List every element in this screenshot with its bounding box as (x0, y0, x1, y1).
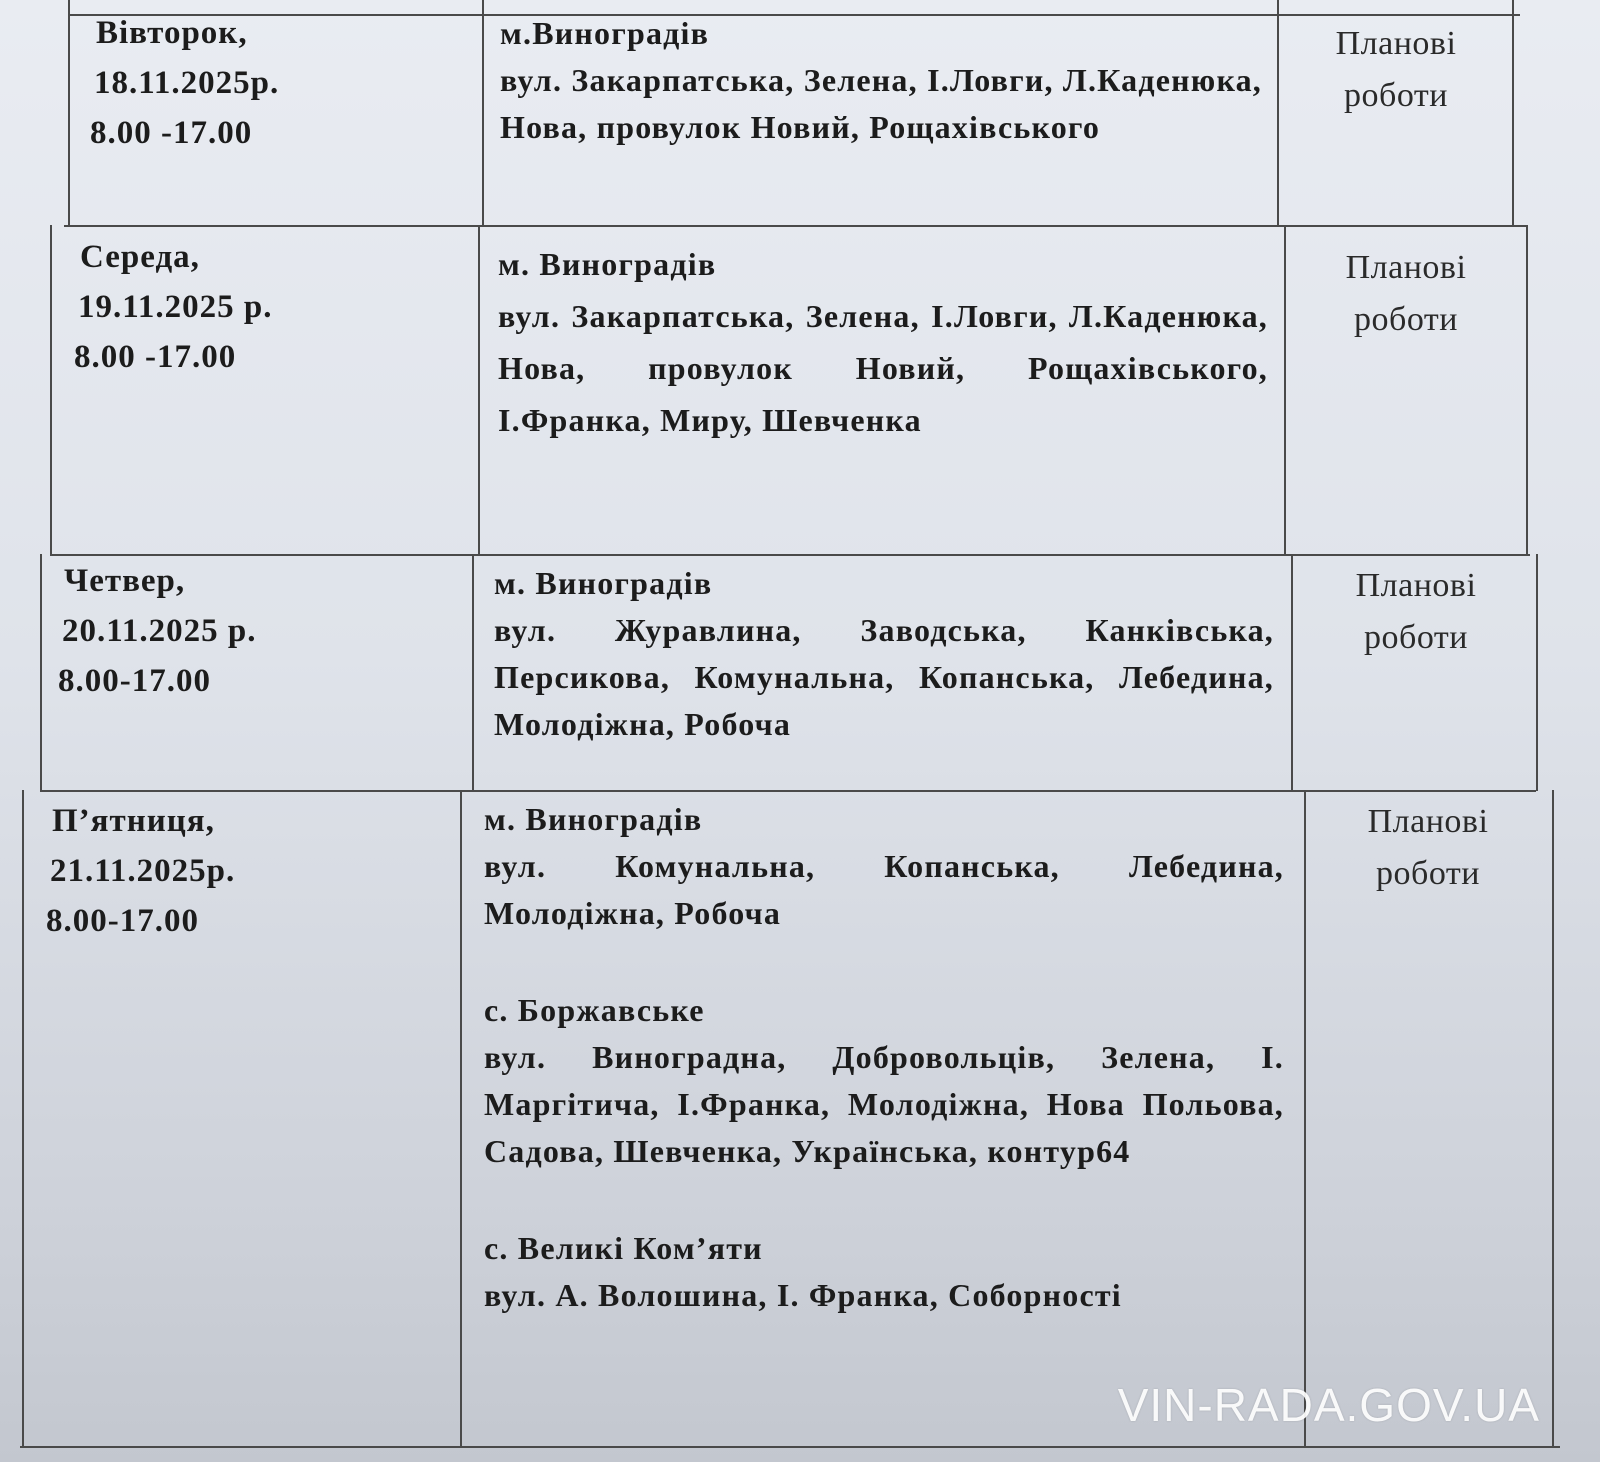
weekday: Четвер, (64, 563, 186, 599)
status-line: роботи (1364, 619, 1468, 656)
row-divider (64, 225, 1526, 227)
date: 20.11.2025 р. (62, 613, 257, 649)
street-list: вул. Закарпатська, Зелена, І.Ловги, Л.Каденюка, Нова, провулок Новий, Рощахівського, І.Франка, Миру, Шевченка (498, 298, 1268, 438)
table-right-border (1526, 225, 1528, 555)
street-list: вул. Комунальна, Копанська, Лебедина, Молодіжна, Робоча (484, 848, 1284, 931)
address-cell (494, 560, 1274, 748)
weekday: Вівторок, (96, 15, 248, 51)
address-cell (484, 796, 1284, 1319)
locality: м. Виноградів (484, 801, 703, 837)
street-list: вул. Виноградна, Добровольців, Зелена, І. Маргітича, І.Франка, Молодіжна, Нова Польова, Садова, Шевченка, Українська, контур64 (484, 1039, 1284, 1169)
status-line: роботи (1344, 77, 1448, 114)
status-cell (1280, 18, 1512, 122)
street-list: вул. Закарпатська, Зелена, І.Ловги, Л.Каденюка, Нова, провулок Новий, Рощахівського (500, 62, 1262, 145)
column-divider (1284, 225, 1286, 555)
locality: м.Виноградів (500, 15, 710, 51)
column-divider (472, 554, 474, 791)
status-cell (1304, 796, 1552, 900)
locality: с. Великі Ком’яти (484, 1230, 763, 1266)
date-cell (90, 8, 470, 158)
time-range: 8.00-17.00 (46, 903, 199, 939)
address-cell (498, 238, 1268, 446)
table-left-border (40, 554, 42, 791)
column-divider (1291, 554, 1293, 791)
status-line: Планові (1355, 567, 1477, 604)
status-line: Планові (1345, 249, 1467, 286)
locality: м. Виноградів (494, 565, 713, 601)
site-watermark: VIN-RADA.GOV.UA (1117, 1379, 1540, 1431)
street-list: вул. Журавлина, Заводська, Канківська, Персикова, Комунальна, Копанська, Лебедина, Молодіжна, Робоча (494, 612, 1274, 742)
weekday: П’ятниця, (52, 803, 215, 839)
table-right-border (1536, 554, 1538, 791)
date-cell (58, 556, 468, 706)
date: 19.11.2025 р. (78, 289, 273, 325)
table-right-border (1512, 0, 1514, 226)
row-divider (40, 790, 1536, 792)
status-cell (1296, 560, 1536, 664)
column-divider (478, 225, 480, 555)
time-range: 8.00 -17.00 (90, 115, 253, 151)
date: 18.11.2025р. (94, 65, 280, 101)
column-divider (1277, 0, 1279, 226)
status-cell (1288, 242, 1524, 346)
time-range: 8.00-17.00 (58, 663, 211, 699)
row-divider (20, 1446, 1560, 1448)
column-divider (482, 0, 484, 226)
locality: м. Виноградів (498, 246, 717, 282)
street-list: вул. А. Волошина, І. Франка, Соборності (484, 1277, 1122, 1313)
weekday: Середа, (80, 239, 200, 275)
status-line: роботи (1376, 855, 1480, 892)
table-left-border (22, 790, 24, 1447)
status-line: Планові (1335, 25, 1457, 62)
column-divider (460, 790, 462, 1447)
locality: с. Боржавське (484, 992, 705, 1028)
date: 21.11.2025р. (50, 853, 236, 889)
table-left-border (50, 225, 52, 555)
time-range: 8.00 -17.00 (74, 339, 237, 375)
address-cell (500, 10, 1262, 151)
table-left-border (68, 0, 70, 226)
date-cell (46, 796, 456, 946)
status-line: роботи (1354, 301, 1458, 338)
table-right-border (1552, 790, 1554, 1447)
status-line: Планові (1367, 803, 1489, 840)
date-cell (74, 232, 474, 382)
